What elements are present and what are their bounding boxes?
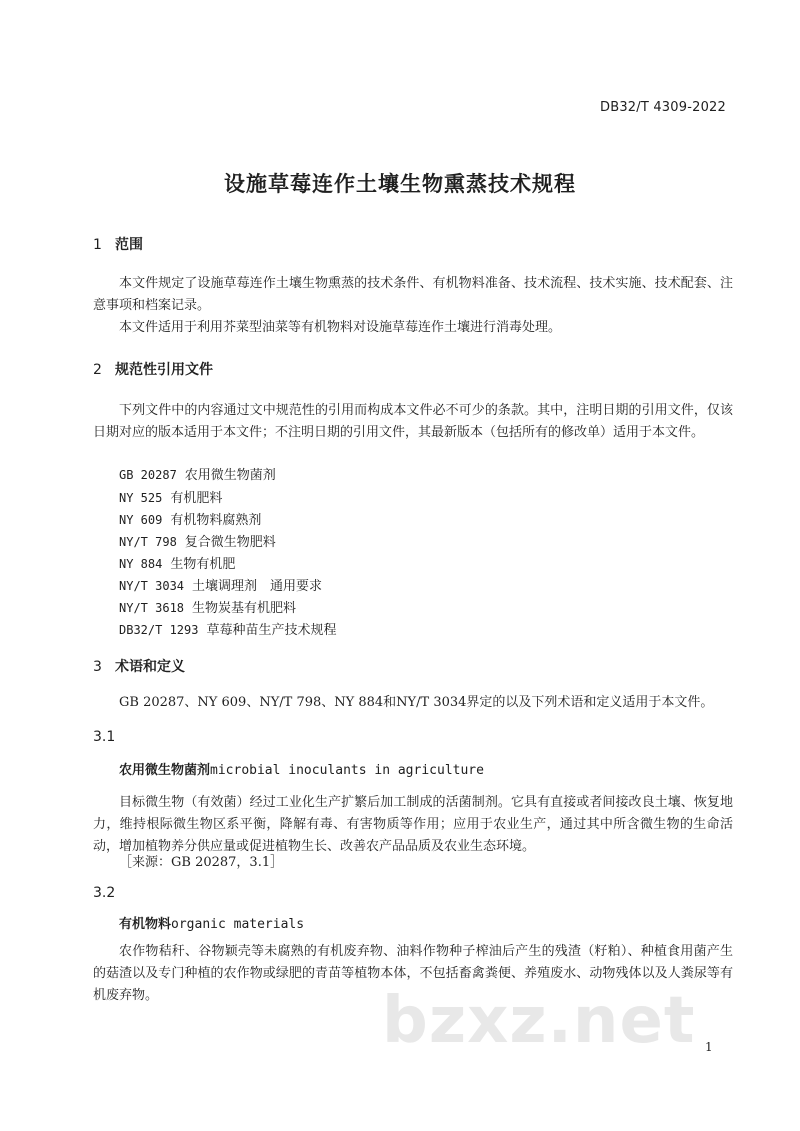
section-title: 范围: [115, 237, 143, 253]
reference-code: DB32/T 1293: [119, 623, 199, 637]
reference-code: NY 884: [119, 557, 163, 571]
subsection-number: 3.1: [93, 729, 116, 745]
section-title: 规范性引用文件: [115, 362, 213, 378]
document-title: 设施草莓连作土壤生物熏蒸技术规程: [224, 172, 576, 196]
section-title: 术语和定义: [115, 659, 185, 675]
reference-code: NY 609: [119, 513, 163, 527]
reference-name: 农用微生物菌剂: [184, 468, 276, 483]
reference-item: [119, 487, 222, 506]
reference-code: NY 525: [119, 491, 163, 505]
reference-code: NY/T 3618: [119, 601, 185, 615]
paragraph: 本文件规定了设施草莓连作土壤生物熏蒸的技术条件、有机物料准备、技术流程、技术实施、技术配套、注意事项和档案记录。: [93, 276, 733, 313]
reference-name: 生物有机肥: [170, 557, 236, 572]
paragraph: GB 20287、NY 609、NY/T 798、NY 884和NY/T 3034界定的以及下列术语和定义适用于本文件。: [119, 695, 714, 710]
section-3-heading: [93, 656, 185, 676]
reference-name: 草莓种苗生产技术规程: [206, 623, 337, 638]
term-chinese: 有机物料: [119, 917, 172, 932]
section-number: 3: [93, 659, 102, 675]
reference-name: 生物炭基有机肥料: [192, 601, 297, 616]
term-english: microbial inoculants in agriculture: [210, 763, 484, 778]
section-2-heading: [93, 359, 213, 379]
paragraph: 本文件适用于利用芥菜型油菜等有机物料对设施草莓连作土壤进行消毒处理。: [119, 320, 562, 335]
term-definition: 农作物秸秆、谷物颖壳等未腐熟的有机废弃物、油料作物种子榨油后产生的残渣（籽粕）、种植食用菌产生的菇渣以及专门种植的农作物或绿肥的青苗等植物本体，不包括畜禽粪便、养殖废水、动物残体以及人粪尿等有机废弃物。: [93, 944, 733, 1003]
paragraph: 下列文件中的内容通过文中规范性的引用而构成本文件必不可少的条款。其中，注明日期的引用文件，仅该日期对应的版本适用于本文件；不注明日期的引用文件，其最新版本（包括所有的修改单）适用于本文件。: [93, 403, 733, 440]
term-english: organic materials: [171, 917, 305, 932]
reference-code: NY/T 798: [119, 535, 177, 549]
reference-item: [119, 531, 276, 550]
reference-name: 有机肥料: [170, 491, 223, 506]
reference-item: [119, 619, 337, 638]
reference-name: 复合微生物肥料: [184, 535, 276, 550]
term-entry: [119, 759, 484, 778]
reference-item: [119, 509, 261, 528]
reference-item: [119, 553, 235, 572]
subsection-number: 3.2: [93, 885, 116, 901]
reference-item: [119, 575, 322, 594]
page-number: 1: [705, 1040, 713, 1054]
section-number: 2: [93, 362, 102, 378]
reference-code: GB 20287: [119, 468, 177, 482]
reference-code: NY/T 3034: [119, 579, 185, 593]
section-1-heading: [93, 234, 143, 254]
reference-item: [119, 597, 296, 616]
term-chinese: 农用微生物菌剂: [119, 763, 211, 778]
term-entry: [119, 913, 304, 932]
standard-number: DB32/T 4309-2022: [600, 100, 726, 115]
watermark: bzxz.net: [382, 984, 696, 1058]
reference-name: 土壤调理剂 通用要求: [192, 579, 323, 594]
term-definition: 目标微生物（有效菌）经过工业化生产扩繁后加工制成的活菌制剂。它具有直接或者间接改良土壤、恢复地力，维持根际微生物区系平衡，降解有毒、有害物质等作用；应用于农业生产，通过其中所含微生物的生命活动，增加植物养分供应量或促进植物生长、改善农产品品质及农业生态环境。: [93, 795, 733, 854]
term-source: ［来源：GB 20287，3.1］: [119, 855, 284, 870]
reference-name: 有机物料腐熟剂: [170, 513, 262, 528]
section-number: 1: [93, 237, 102, 253]
reference-item: [119, 464, 276, 483]
